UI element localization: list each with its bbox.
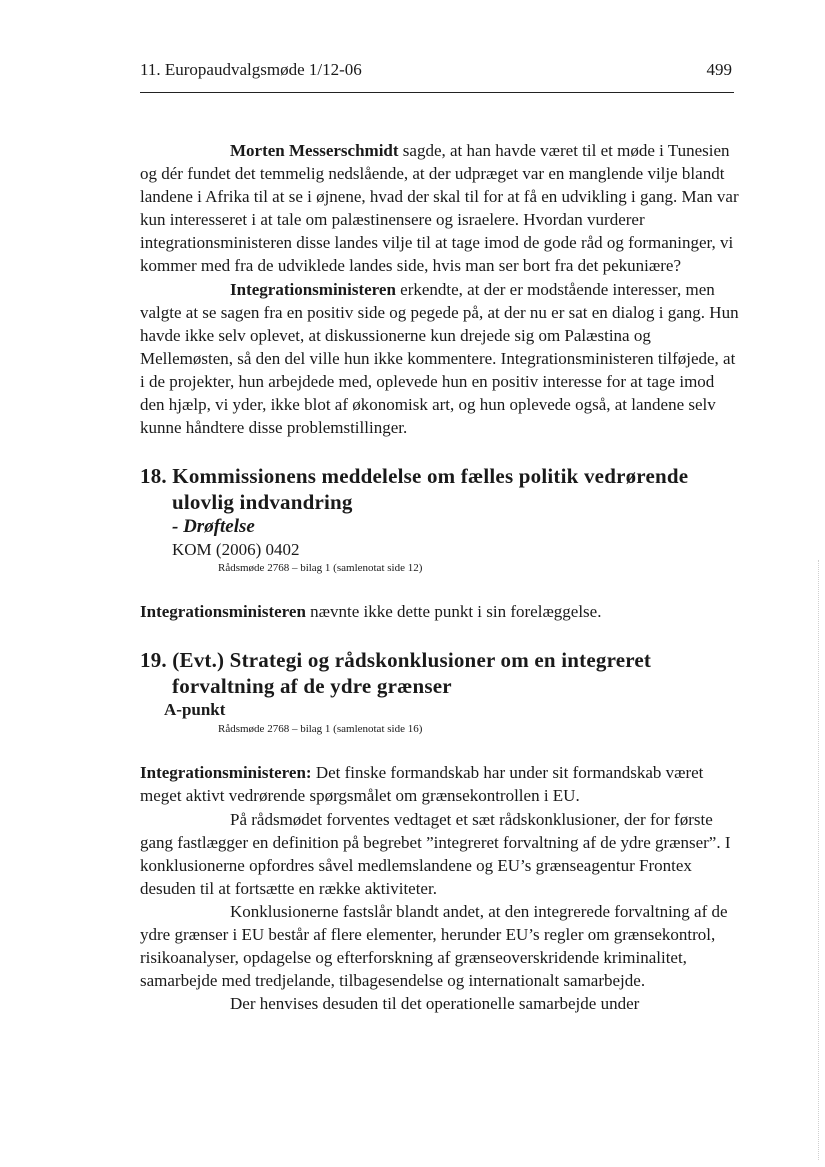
section-18-subtitle: - Drøftelse: [172, 516, 255, 538]
paragraph-minister-reply: [140, 278, 740, 440]
paragraph-messerschmidt: [140, 139, 740, 278]
section-19-paragraph-2: På rådsmødet forventes vedtaget et sæt rådskonklusioner, der for første gang fastlægger en definition på begrebet ”integreret forvaltning af de ydre grænser”. I konklusionerne opfordres såvel medlemslandene og EU’s grænseagentur Frontex desuden til at fortsætte en række aktiviteter.: [140, 809, 731, 898]
running-title: 11. Europaudvalgsmøde 1/12-06: [140, 60, 362, 79]
section-18-com-reference: KOM (2006) 0402: [172, 540, 300, 560]
section-19: [140, 647, 740, 1015]
section-19-label: A-punkt: [164, 700, 226, 720]
section-18-council-reference: Rådsmøde 2768 – bilag 1 (samlenotat side 12): [218, 562, 423, 575]
running-header: [140, 60, 732, 80]
section-18-paragraph: [140, 600, 740, 623]
page-body: [140, 139, 740, 1015]
header-rule: [140, 92, 734, 93]
section-19-council-reference: Rådsmøde 2768 – bilag 1 (samlenotat side 16): [218, 723, 423, 736]
paragraph-text: erkendte, at der er modstående interesser, men valgte at se sagen fra en positiv side og pegede på, at der nu er sat en dialog i gang. Hun havde ikke selv oplevet, at diskussionerne kun drejede sig om Palæstina og Mellemøsten, så den del ville hun ikke kommentere. Integrationsministeren tilføjede, at i de projekter, hun arbejdede med, oplevede hun en positiv interesse for at tage imod den hjælp, vi yder, ikke blot af økonomisk art, og hun oplevede også, at landene selv kunne håndtere disse problemstillinger.: [140, 279, 739, 438]
speaker-name: Integrationsministeren:: [140, 763, 312, 783]
section-19-paragraph-3: Konklusionerne fastslår blandt andet, at den integrerede forvaltning af de ydre grænser i EU består af flere elementer, herunder EU’s regler om grænsekontrol, risikoanalyser, opdagelse og efterforskning af grænseoverskridende kriminalitet, samarbejde med tredjelande, tilbagesendelse og internationalt samarbejde.: [140, 901, 728, 991]
speaker-name: Morten Messerschmidt: [230, 141, 399, 160]
section-19-title: 19. (Evt.) Strategi og rådskonklusioner om en integreret forvaltning af de ydre grænser: [140, 648, 652, 699]
section-19-paragraph-1: [140, 761, 740, 807]
section-19-paragraph-4: Der henvises desuden til det operationelle samarbejde under: [230, 994, 640, 1014]
section-18-title: 18. Kommissionens meddelelse om fælles politik vedrørende ulovlig indvandring: [140, 464, 689, 515]
section-18: [140, 463, 740, 623]
paragraph-text: sagde, at han havde været til et møde i Tunesien og dér fundet det temmelig nedslående, at der udpræget var en manglende vilje blandt landene i Afrika til at se i øjnene, hvad der skal til for at få en udvikling i gang. Man var kun interesseret i at tale om palæstinensere og israelere. Hvordan vurderer integrationsministeren disse landes vilje til at tage imod de gode råd og formaninger, vi kommer med fra de udviklede landes side, hvis man ser bort fra det pekuniære?: [140, 141, 739, 276]
scan-edge-line: [818, 560, 819, 1160]
page-number: 499: [706, 60, 732, 79]
speaker-name: Integrationsministeren: [140, 602, 306, 622]
paragraph-text: nævnte ikke dette punkt i sin forelæggelse.: [305, 602, 602, 622]
paragraph-text: Det finske formandskab har under sit formandskab været meget aktivt vedrørende spørgsmålet om grænsekontrollen i EU.: [140, 763, 704, 806]
speaker-name: Integrationsministeren: [230, 279, 396, 299]
